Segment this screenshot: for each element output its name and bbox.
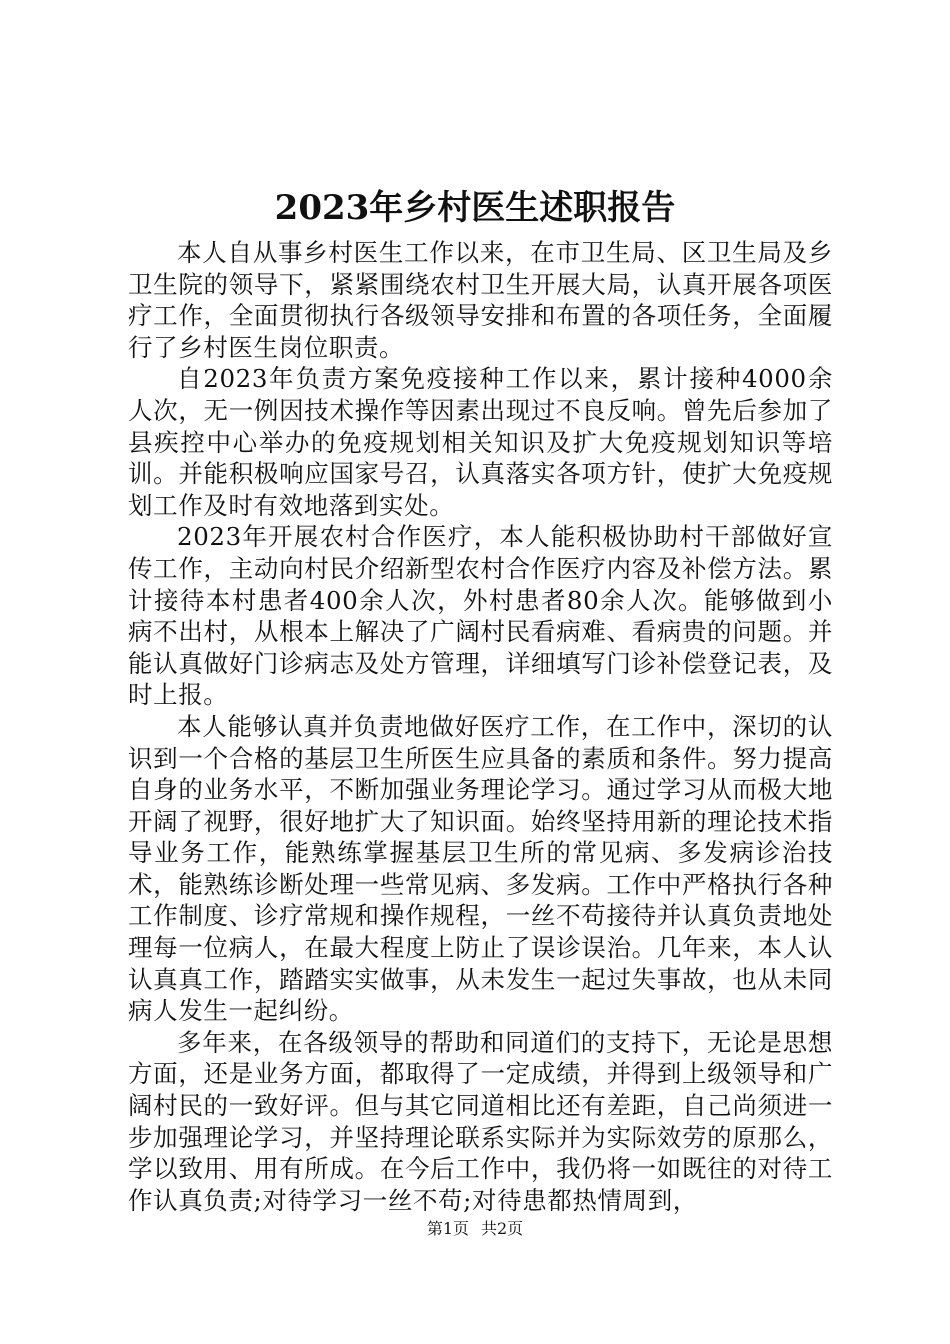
paragraph-5: 多年来，在各级领导的帮助和同道们的支持下，无论是思想方面，还是业务方面，都取得了一定成绩，并得到上级领导和广阔村民的一致好评。但与其它同道相比还有差距，自己尚须进一步加强理论学习，并坚持理论联系实际并为实际效劳的原那么，学以致用、用有所成。在今后工作中，我仍将一如既往的对待工作认真负责;对待学习一丝不苟;对待患都热情周到，: [128, 1027, 833, 1215]
page-total: 共2页: [481, 1219, 524, 1238]
page-number: 第1页: [426, 1219, 469, 1238]
document-body: [128, 237, 833, 1216]
paragraph-4: 本人能够认真并负责地做好医疗工作，在工作中，深切的认识到一个合格的基层卫生所医生应具备的素质和条件。努力提高自身的业务水平，不断加强业务理论学习。通过学习从而极大地开阔了视野，很好地扩大了知识面。始终坚持用新的理论技术指导业务工作，能熟练掌握基层卫生所的常见病、多发病诊治技术，能熟练诊断处理一些常见病、多发病。工作中严格执行各种工作制度、诊疗常规和操作规程，一丝不苟接待并认真负责地处理每一位病人，在最大程度上防止了误诊误治。几年来，本人认认真真工作，踏踏实实做事，从未发生一起过失事故，也从未同病人发生一起纠纷。: [128, 711, 833, 1026]
page-footer: [0, 1218, 950, 1240]
paragraph-2: 自2023年负责方案免疫接种工作以来，累计接种4000余人次，无一例因技术操作等因素出现过不良反响。曾先后参加了县疾控中心举办的免疫规划相关知识及扩大免疫规划知识等培训。并能积极响应国家号召，认真落实各项方针，使扩大免疫规划工作及时有效地落到实处。: [128, 364, 833, 520]
paragraph-1: 本人自从事乡村医生工作以来，在市卫生局、区卫生局及乡卫生院的领导下，紧紧围绕农村卫生开展大局，认真开展各项医疗工作，全面贯彻执行各级领导安排和布置的各项任务，全面履行了乡村医生岗位职责。: [128, 238, 833, 362]
document-title: 2023年乡村医生述职报告: [274, 188, 676, 228]
paragraph-3: 2023年开展农村合作医疗，本人能积极协助村干部做好宣传工作，主动向村民介绍新型农村合作医疗内容及补偿方法。累计接待本村患者400余人次，外村患者80余人次。能够做到小病不出村，从根本上解决了广阔村民看病难、看病贵的问题。并能认真做好门诊病志及处方管理，详细填写门诊补偿登记表，及时上报。: [128, 522, 833, 710]
